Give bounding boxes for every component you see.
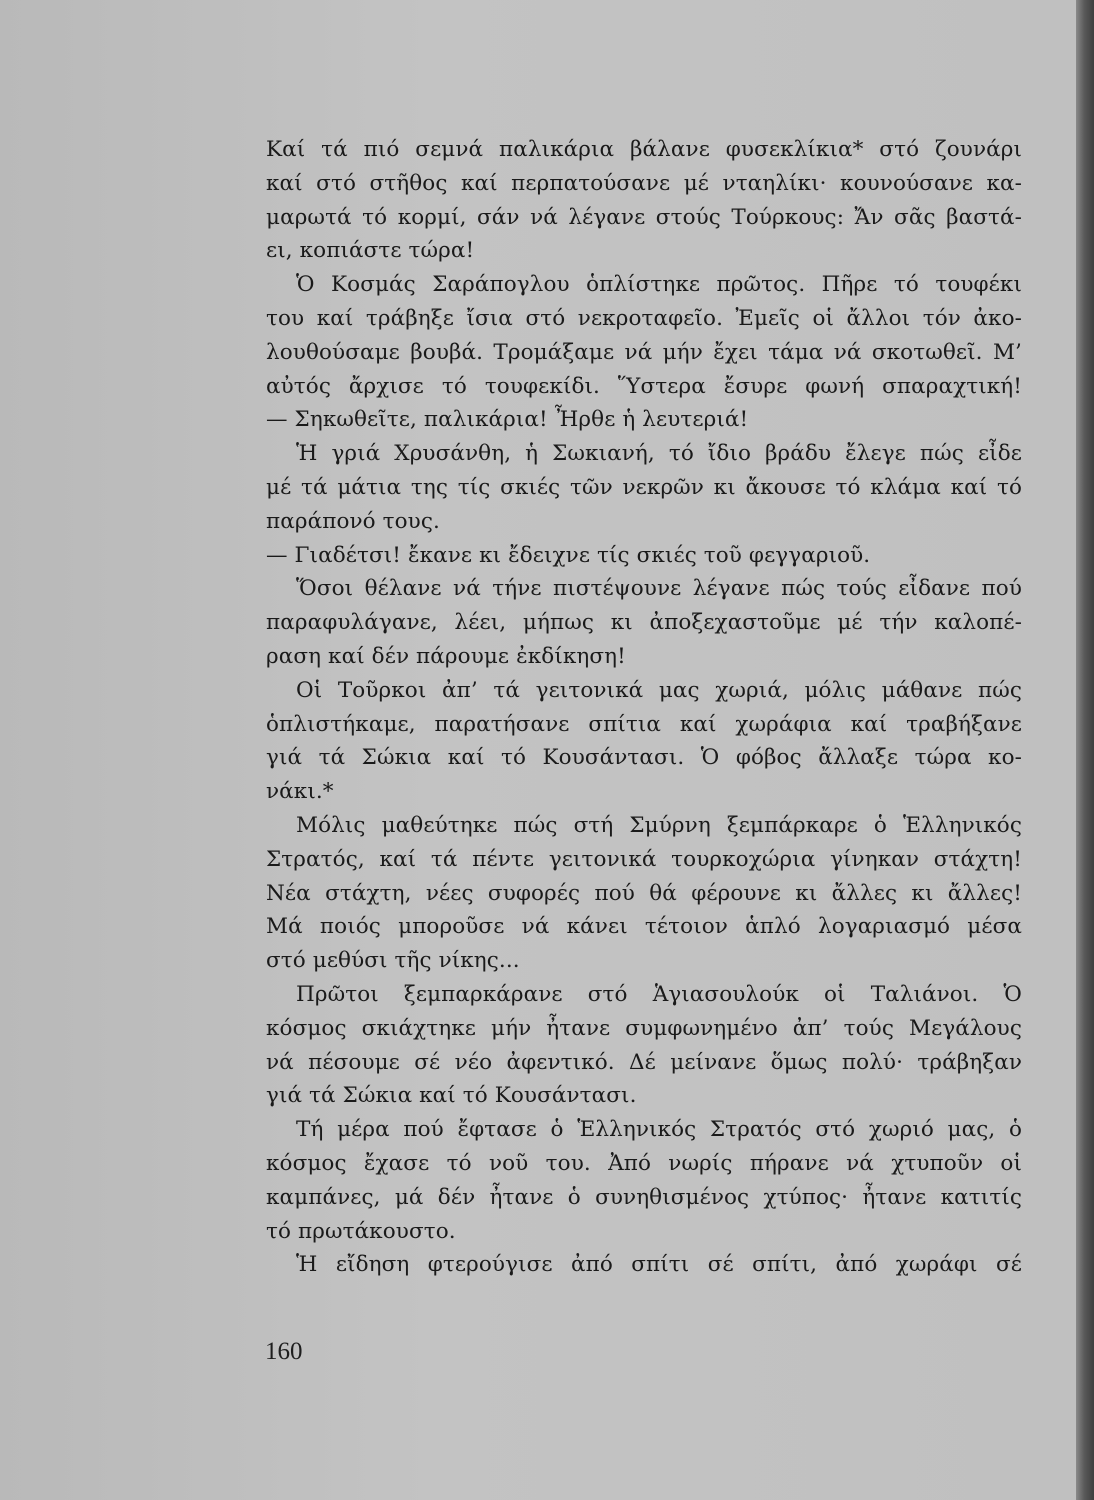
text-line: Ἡ εἴδηση φτερούγισε ἀπό σπίτι σέ σπίτι, ἀπό χωράφι σέ [296,1252,1022,1278]
text-line: καμπάνες, μά δέν ἦτανε ὁ συνηθισμένος χτύπος· ἦτανε κατιτίς [266,1184,1022,1210]
text-line: Ὁ Κοσμάς Σαράπογλου ὁπλίστηκε πρῶτος. Πῆρε τό τουφέκι [296,272,1022,298]
text-line: Πρῶτοι ξεμπαρκάρανε στό Ἁγιασουλούκ οἱ Ταλιάνοι. Ὁ [296,981,1022,1007]
text-line: γιά τά Σώκια καί τό Κουσάντασι. Ὁ φόβος ἄλλαξε τώρα κο- [266,745,1022,771]
text-line: — Σηκωθεῖτε, παλικάρια! Ἦρθε ἡ λευτεριά! [266,407,749,433]
text-line: — Γιαδέτσι! ἔκανε κι ἔδειχνε τίς σκιές τοῦ φεγγαριοῦ. [266,542,871,568]
text-line: λουθούσαμε βουβά. Τρομάξαμε νά μήν ἔχει τάμα νά σκοτωθεῖ. Μ’ [266,339,1022,365]
text-line: νάκι.* [266,779,334,805]
text-line: μαρωτά τό κορμί, σάν νά λέγανε στούς Τούρκους: Ἄν σᾶς βαστά- [266,204,1022,230]
page-edge [1076,0,1094,1500]
text-line: ει, κοπιάστε τώρα! [266,238,475,264]
text-line: νά πέσουμε σέ νέο ἀφεντικό. Δέ μείνανε ὅμως πολύ· τράβηξαν [266,1049,1022,1075]
text-line: Μά ποιός μποροῦσε νά κάνει τέτοιον ἁπλό λογαριασμό μέσα [266,914,1022,940]
text-line: Καί τά πιό σεμνά παλικάρια βάλανε φυσεκλίκια* στό ζουνάρι [266,137,1022,162]
text-line: γιά τά Σώκια καί τό Κουσάντασι. [266,1083,637,1109]
text-line: Ἡ γριά Χρυσάνθη, ἡ Σωκιανή, τό ἴδιο βράδυ ἔλεγε πώς εἶδε [296,441,1022,467]
text-line: κόσμος ἔχασε τό νοῦ του. Ἀπό νωρίς πήρανε νά χτυποῦν οἱ [266,1150,1022,1176]
text-line: τό πρωτάκουστο. [266,1218,456,1244]
text-line: καί στό στῆθος καί περπατούσανε μέ νταηλίκι· κουνούσανε κα- [266,170,1022,196]
text-line: κόσμος σκιάχτηκε μήν ἦτανε συμφωνημένο ἀπ’ τούς Μεγάλους [266,1015,1022,1041]
text-line: Ὅσοι θέλανε νά τήνε πιστέψουνε λέγανε πώς τούς εἶδανε πού [296,576,1022,602]
text-line: Οἱ Τοῦρκοι ἀπ’ τά γειτονικά μας χωριά, μόλις μάθανε πώς [296,677,1022,703]
text-line: παραφυλάγανε, λέει, μήπως κι ἀποξεχαστοῦμε μέ τήν καλοπέ- [266,610,1022,636]
text-line: Μόλις μαθεύτηκε πώς στή Σμύρνη ξεμπάρκαρε ὁ Ἑλληνικός [296,812,1022,838]
text-line: Τή μέρα πού ἔφτασε ὁ Ἑλληνικός Στρατός στό χωριό μας, ὁ [296,1117,1022,1143]
text-line: παράπονό τους. [266,508,440,534]
text-line: Νέα στάχτη, νέες συφορές πού θά φέρουνε κι ἄλλες κι ἄλλες! [266,880,1022,906]
text-line: στό μεθύσι τῆς νίκης... [266,948,520,974]
text-line: ὁπλιστήκαμε, παρατήσανε σπίτια καί χωράφια καί τραβήξανε [266,711,1022,737]
text-line: ραση καί δέν πάρουμε ἐκδίκηση! [266,643,626,669]
body-text [266,133,1022,1282]
text-line: του καί τράβηξε ἴσια στό νεκροταφεῖο. Ἐμεῖς οἱ ἄλλοι τόν ἀκο- [266,305,1022,331]
text-line: Στρατός, καί τά πέντε γειτονικά τουρκοχώρια γίνηκαν στάχτη! [266,846,1022,872]
text-line: μέ τά μάτια της τίς σκιές τῶν νεκρῶν κι ἄκουσε τό κλάμα καί τό [266,474,1022,500]
text-line: αὐτός ἄρχισε τό τουφεκίδι. Ὕστερα ἔσυρε φωνή σπαραχτική! [266,373,1022,399]
page-number: 160 [265,1338,303,1365]
